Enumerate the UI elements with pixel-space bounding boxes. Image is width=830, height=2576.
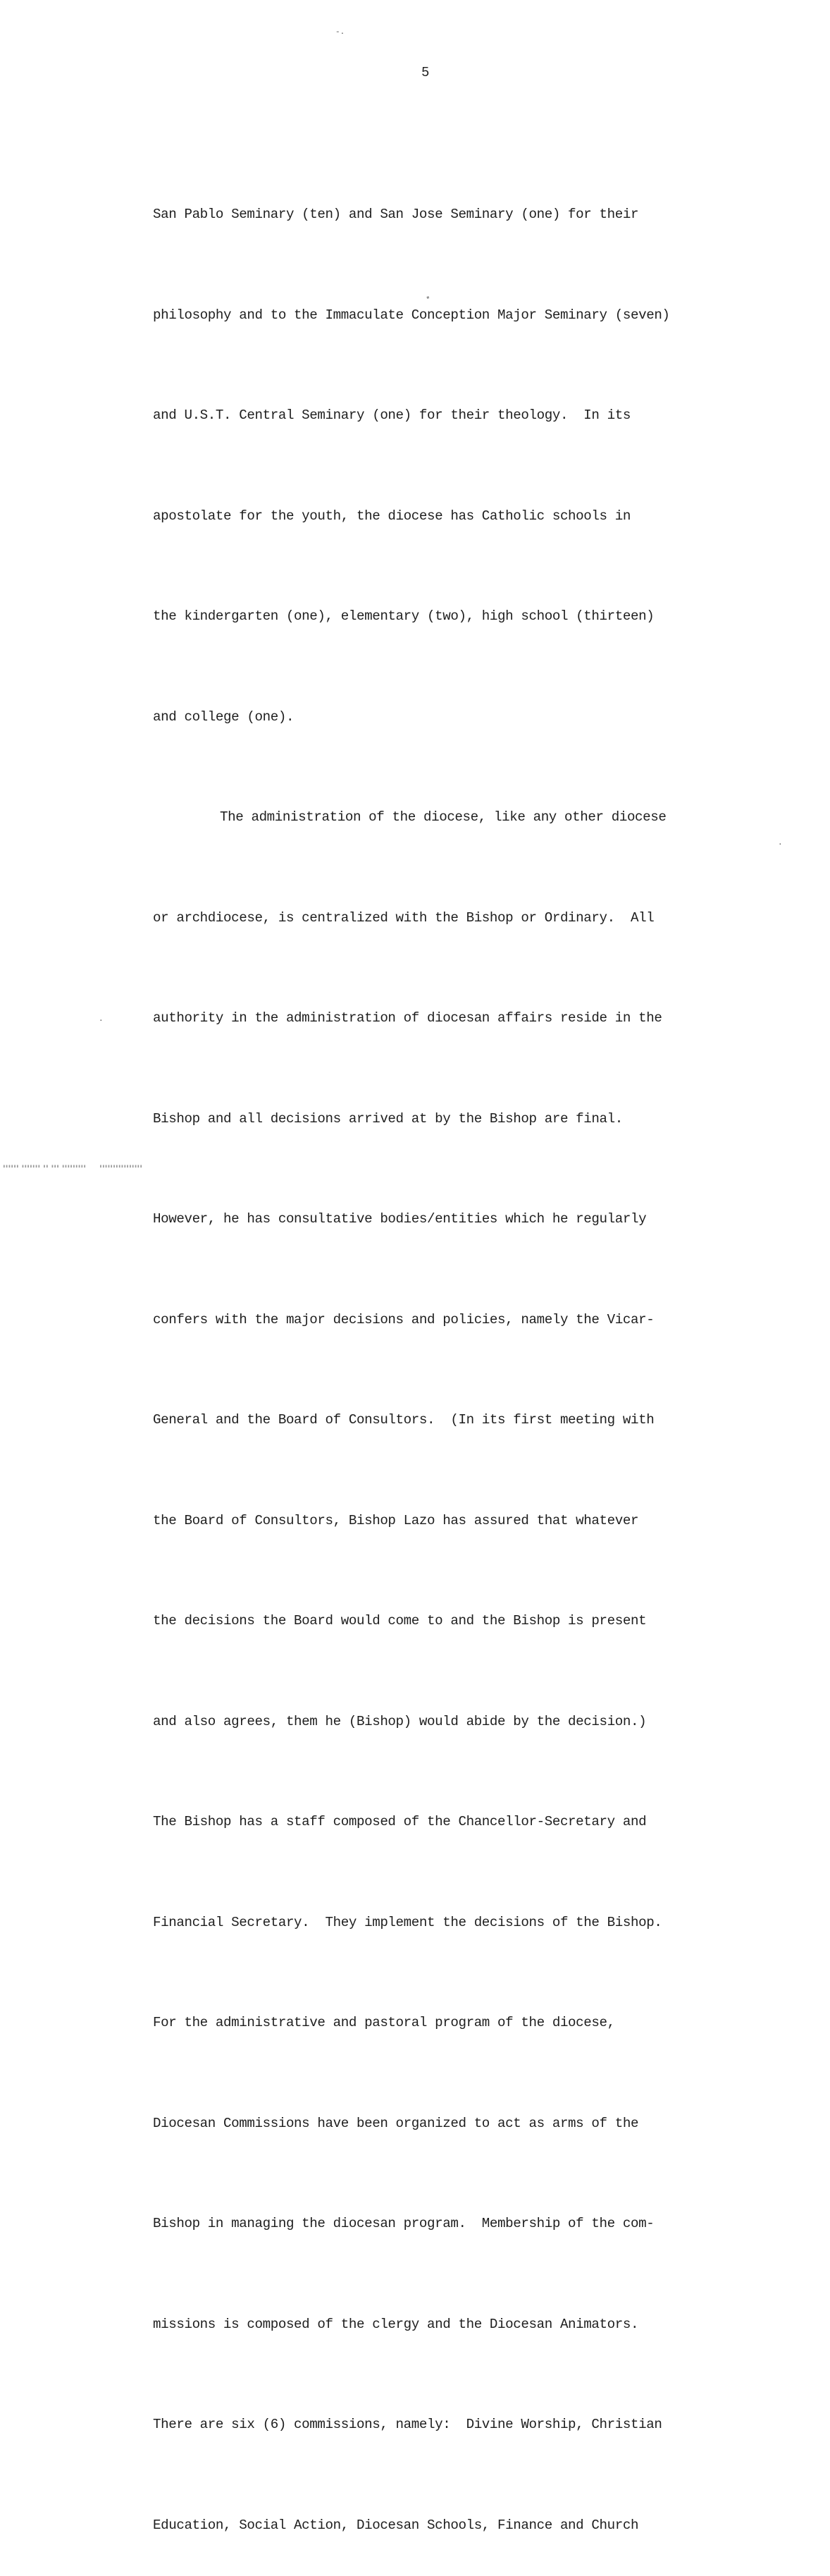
text-line: philosophy and to the Immaculate Conception Major Seminary (seven) bbox=[153, 307, 670, 323]
text-line: missions is composed of the clergy and the Diocesan Animators. bbox=[153, 2316, 639, 2332]
text-line: Financial Secretary. They implement the decisions of the Bishop. bbox=[153, 1914, 662, 1930]
scan-footer-stamp: ▮▮▮▮▮▮ ▮▮▮▮▮▮▮ ▮▮ ▮▮▮ ▮▮▮▮▮▮▮▮▮ ▮▮▮▮▮▮▮▮▮▮▮▮▮▮▮▮ bbox=[3, 1164, 143, 1169]
text-line: apostolate for the youth, the diocese has Catholic schools in bbox=[153, 508, 631, 524]
text-line: Education, Social Action, Diocesan Schools, Finance and Church bbox=[153, 2517, 639, 2533]
scan-mark-top: -. bbox=[335, 28, 345, 37]
page-number: 5 bbox=[421, 65, 430, 80]
text-line: Diocesan Commissions have been organized to act as arms of the bbox=[153, 2115, 639, 2131]
text-line: authority in the administration of diocesan affairs reside in the bbox=[153, 1010, 662, 1026]
text-line: The administration of the diocese, like any other diocese bbox=[220, 809, 667, 825]
text-line: However, he has consultative bodies/entities which he regularly bbox=[153, 1211, 647, 1227]
text-line: and also agrees, them he (Bishop) would abide by the decision.) bbox=[153, 1713, 647, 1729]
scan-mark-mid: * bbox=[426, 296, 431, 305]
text-line: the decisions the Board would come to and the Bishop is present bbox=[153, 1613, 647, 1629]
text-line: and college (one). bbox=[153, 709, 295, 725]
scan-mark-bottom-left: . bbox=[99, 1015, 104, 1024]
text-line: General and the Board of Consultors. (In its first meeting with bbox=[153, 1412, 655, 1428]
body-text bbox=[153, 131, 773, 2576]
text-line: and U.S.T. Central Seminary (one) for their theology. In its bbox=[153, 407, 631, 423]
text-line: Bishop and all decisions arrived at by the Bishop are final. bbox=[153, 1110, 623, 1127]
text-line: or archdiocese, is centralized with the Bishop or Ordinary. All bbox=[153, 909, 655, 926]
text-line: the Board of Consultors, Bishop Lazo has assured that whatever bbox=[153, 1512, 639, 1528]
text-line: Bishop in managing the diocesan program. Membership of the com- bbox=[153, 2216, 655, 2231]
text-line: For the administrative and pastoral program of the diocese, bbox=[153, 2015, 615, 2030]
text-line: San Pablo Seminary (ten) and San Jose Seminary (one) for their bbox=[153, 207, 639, 222]
text-line: There are six (6) commissions, namely: Divine Worship, Christian bbox=[153, 2417, 662, 2432]
text-line: The Bishop has a staff composed of the Chancellor-Secretary and bbox=[153, 1814, 647, 1829]
text-line: the kindergarten (one), elementary (two), high school (thirteen) bbox=[153, 608, 655, 624]
scan-mark-right: . bbox=[778, 839, 783, 847]
text-line: confers with the major decisions and policies, namely the Vicar- bbox=[153, 1311, 655, 1327]
